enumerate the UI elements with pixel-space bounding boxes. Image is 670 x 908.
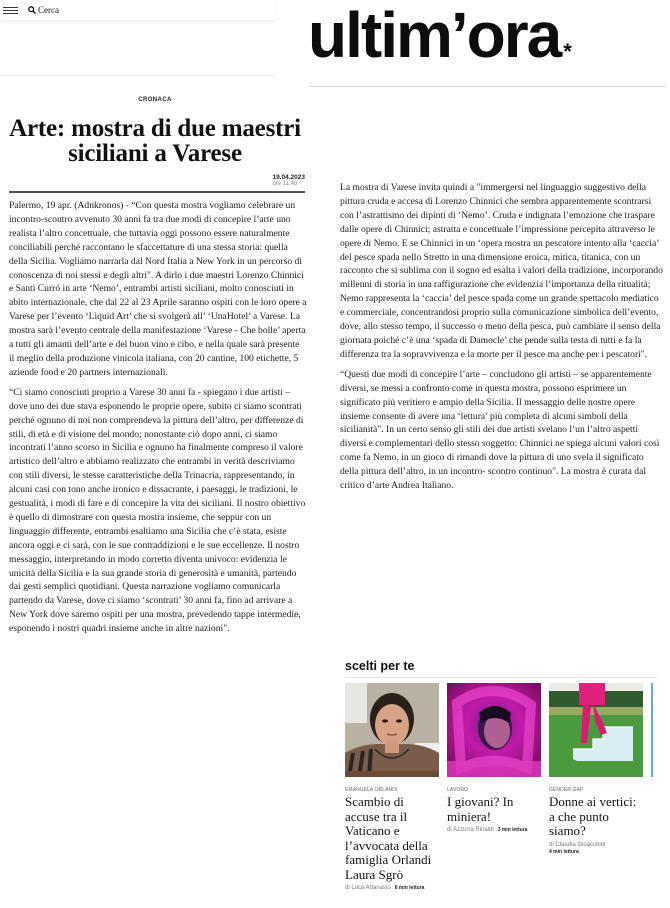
article-body-right	[340, 181, 663, 499]
publish-info	[272, 174, 305, 187]
divider	[345, 677, 657, 678]
recommended-heading: scelti per te	[345, 659, 415, 673]
divider	[0, 75, 276, 76]
card-kicker[interactable]: GENDER GAP	[549, 787, 584, 793]
card-read-time: 3 min lettura	[497, 827, 528, 833]
search-label: Cerca	[38, 5, 59, 15]
publish-date: 19.04.2023	[272, 174, 305, 181]
card-author[interactable]: di Azzurra Rinaldi	[447, 827, 494, 833]
logo-text: ultim’ora	[308, 0, 561, 71]
recommended-card[interactable]	[447, 683, 541, 833]
hamburger-icon[interactable]	[3, 7, 18, 14]
article-title: Arte: mostra di due maestri siciliani a Varese	[9, 115, 301, 167]
paragraph: “Questi due modi di concepire l’arte – concludono gli artisti – se apparentemente diversi, se messi a confronto come in questa mostra, possono esprimere un significato più veritiero e ampio della Sicilia. Il messaggio delle nostre opere insieme consente di avere una ‘lettura’ più completa di alcuni simboli della sicilianità". In un certo senso gli stili dei due artisti svelano l’un l’altro aspetti diversi e complementari dello stesso soggetto: Chinnici ne spiega alcuni valori così come fa Nemo, in un gioco di rimandi dove la pittura di uno svela il significato della pittura dell’altro, in un incontro- scontro continuo". La mostra è curata dal critico d’arte Andrea Italiano.	[340, 368, 660, 492]
card-author[interactable]: di Claudia Gioacchini	[549, 841, 606, 848]
search-button[interactable]	[28, 5, 59, 15]
card-meta	[549, 842, 643, 855]
card-read-time: 4 min lettura	[549, 848, 579, 855]
search-icon	[28, 6, 36, 14]
section-label[interactable]: CRONACA	[138, 97, 172, 103]
magenta-portrait-photo[interactable]	[447, 683, 541, 777]
card-read-time: 6 min lettura	[394, 885, 425, 891]
card-headline[interactable]: Donne ai vertici: a che punto siamo?	[549, 794, 637, 838]
paragraph: La mostra di Varese invita quindi a "immergersi nel linguaggio suggestivo della pittura cruda e accesa di Lorenzo Chinnici che sembra apparentemente scontrarsi con l’astrattismo dei dipinti di ‘Nemo’. Cruda e indignata l’emozione che traspare dalle opere di Chinnici; astratta e concettuale l’impressione percepita attraverso le opere di Nemo. E se Chinnici in un ‘opera mostra un pescatore intento alla ‘caccia’ del pesce spada nello Stretto in una dimensione eroica, mitica, titanica, con un racconto che si sublima con il sogno ed esalta i valori della tradizione, incorporando millenni di storia in una raffigurazione che evidenzia l’importanza della ritualità; Nemo rappresenta la ‘caccia’ del pesce spada come un grande spettacolo mediatico e commerciale, concentrandosi proprio sulla comunicazione simbolica dell’evento, dove, allo stesso tempo, il successo o meno della pesca, può cambiare il senso della giornata poiché c’è una ‘spada di Damocle’ che pende sulla testa di tutti e fa la differenza tra la sopravvivenza e la morte per il pesce ma anche per i pescatori".	[340, 182, 663, 360]
card-headline[interactable]: I giovani? In miniera!	[447, 794, 514, 824]
card-meta	[447, 827, 541, 833]
site-logo[interactable]	[308, 2, 572, 85]
card-kicker[interactable]: LAVORO	[447, 787, 469, 793]
recommended-card[interactable]	[549, 683, 643, 855]
card-headline[interactable]: Scambio di accuse tra il Vaticano e l’avvocata della famiglia Orlandi Laura Sgrò	[345, 794, 432, 882]
top-bar	[0, 0, 276, 20]
publish-time: ore 11:48	[272, 181, 298, 187]
pink-suit-stairs-photo[interactable]	[549, 683, 643, 777]
divider	[9, 191, 305, 193]
card-kicker[interactable]: EMANUELA ORLANDI	[345, 787, 398, 793]
divider	[308, 86, 666, 87]
article-body-left	[9, 199, 307, 642]
paragraph: “Ci siamo conosciuti proprio a Varese 30 anni fa - spiegano i due artisti – dove uno dei due stava esponendo le proprie opere, subito ci siamo scontrati perché ognuno di noi non comprendeva la pittura dell’altro, per differenze di stili, di età e di visione del mondo; nonostante ciò dopo anni, ci siamo incontrati l’anno scorso in Sicilia e ognuno ha finalmente compreso il valore artistico dell’altro e abbiamo realizzato che entrambi in verità descriviamo con stili diversi, le stesse caratteristiche della Trinacria, rappresentando, in alcuni casi con tono anche ironico e dissacrante, i paesaggi, le tradizioni, le gestualità, i modi di fare e di concepire la vita dei siciliani. Il nostro obiettivo è quello di dimostrare con questa mostra insieme, che seppur con un linguaggio differente, entrambi esaltiamo una Sicilia che c’è stata, esiste ancora oggi e ci sarà, con le sue contraddizioni e le sue eccellenze. Il nostro messaggio, interpretando in modo corretto diventa univoco: evidenzia le unicità della Sicilia e la sua grande storia di generosità e umanità, partendo dai gesti semplici quotidiani. Questa narrazione vogliamo comunicarla partendo da Varese, dove ci siamo ‘scontrati’ 30 anni fa, fino ad arrivare a New York dove saremo ospiti per una mostra, prevedendo tappe intermedie, esponendo i nostri quadri insieme anche in altre nazioni".	[9, 386, 306, 635]
paragraph: Palermo, 19 apr. (Adnkronos) - “Con questa mostra vogliamo celebrare un incontro-scontro avvenuto 30 anni fa tra due modi di concepire l’arte uno realista l’altro concettuale, che tuttavia oggi possono essere naturalmente conciliabili perché raccontano le sfaccettature di una stessa storia: quella della Sicilia. Vogliamo narrarla dal Nord Italia a New York in un percorso di conoscenza di noi stessi e degli altri". A dirlo i due maestri Lorenzo Chinnici e Santi Curró in arte ‘Nemo’, entrambi artisti siciliani, molto conosciuti in abito internazionale, che dal 22 al 23 Aprile saranno ospiti con le loro opere a Varese per l’evento ‘Liquid Art’ che si svolgerà all’ ‘UnaHotel’ a Varese. La mostra sarà l’evento centrale della manifestazione ‘Varese - Che bolle’ aperta a tutti gli amanti dell’arte e del buon vino e cibo, e nella quale sarà presente il meglio della produzione vinicola italiana, con 20 cantine, 100 etichette, 5 aziende food e 20 partners internazionali.	[9, 200, 307, 378]
logo-star-icon: *	[563, 39, 572, 64]
card-meta	[345, 885, 439, 891]
portrait-woman-photo[interactable]	[345, 683, 439, 777]
card-author[interactable]: di Luca Attanasio	[345, 885, 391, 891]
next-card-peek[interactable]	[651, 683, 653, 777]
recommended-card[interactable]	[345, 683, 439, 891]
